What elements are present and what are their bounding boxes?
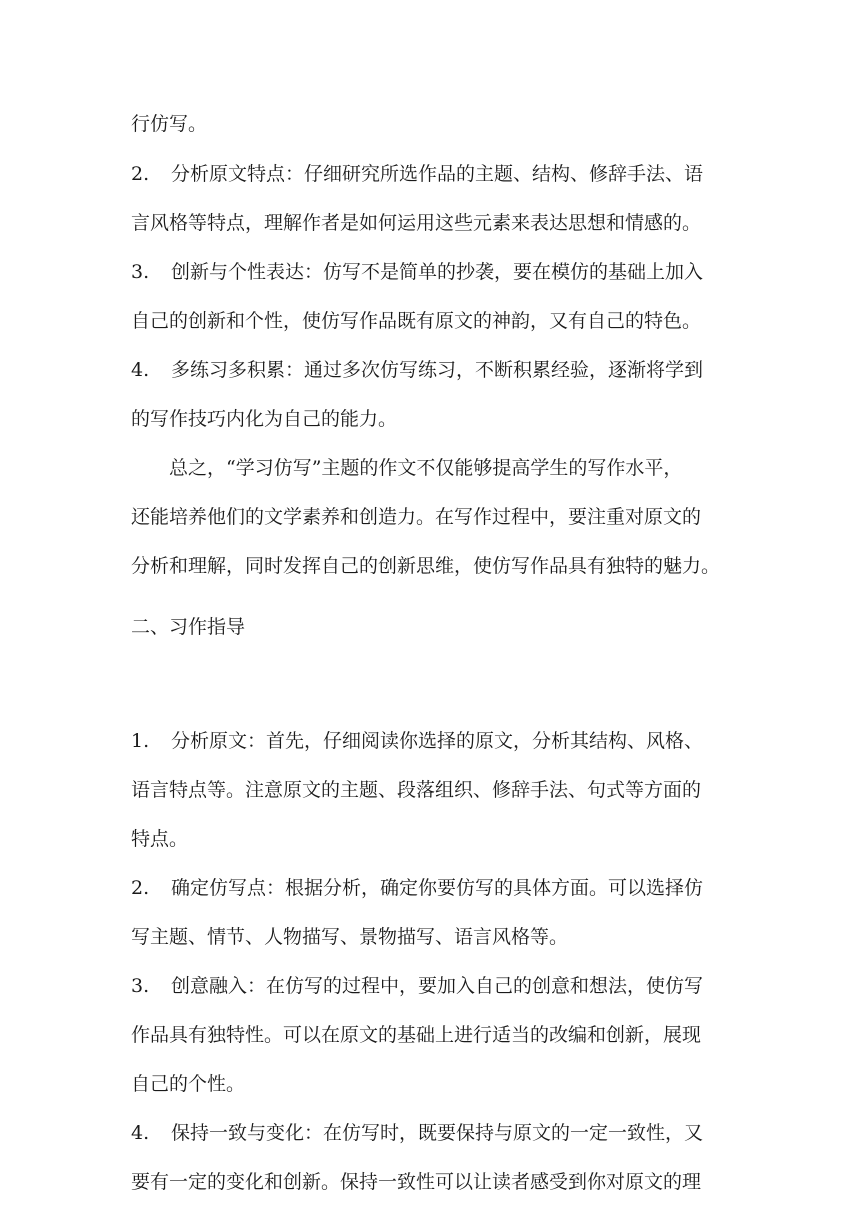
tip-text-cont: 的写作技巧内化为自己的能力。 (131, 408, 398, 430)
guide-text-cont: 特点。 (131, 828, 189, 850)
tips-list (131, 162, 742, 431)
section-heading: 二、习作指导 (131, 616, 246, 638)
guide-text-cont: 要有一定的变化和创新。保持一致性可以让读者感受到你对原文的理 (131, 1171, 702, 1193)
intro-tail-line: 行仿写。 (131, 113, 208, 135)
tip-item-2 (131, 162, 742, 235)
tip-text: 多练习多积累：通过多次仿写练习，不断积累经验，逐渐将学到 (171, 359, 704, 381)
guide-number: 4. (131, 1122, 150, 1144)
guide-text-cont: 语言特点等。注意原文的主题、段落组织、修辞手法、句式等方面的 (131, 779, 702, 801)
guide-number: 3. (131, 975, 150, 997)
guide-text-cont: 写主题、情节、人物描写、景物描写、语言风格等。 (131, 926, 569, 948)
tip-number: 4. (131, 359, 150, 381)
guide-text-cont: 自己的个性。 (131, 1073, 246, 1095)
tip-item-4 (131, 358, 742, 431)
tip-number: 2. (131, 163, 150, 185)
guide-item-1 (131, 729, 742, 851)
summary-line: 总之，“学习仿写”主题的作文不仅能够提高学生的写作水平， (169, 457, 683, 479)
guide-text: 分析原文：首先，仔细阅读你选择的原文，分析其结构、风格、 (171, 730, 704, 752)
guide-number: 2. (131, 877, 150, 899)
guide-text-cont: 作品具有独特性。可以在原文的基础上进行适当的改编和创新，展现 (131, 1024, 702, 1046)
tip-text: 分析原文特点：仔细研究所选作品的主题、结构、修辞手法、语 (171, 163, 704, 185)
summary-line: 分析和理解，同时发挥自己的创新思维，使仿写作品具有独特的魅力。 (131, 555, 721, 577)
guide-number: 1. (131, 730, 150, 752)
tip-text-cont: 言风格等特点，理解作者是如何运用这些元素来表达思想和情感的。 (131, 212, 702, 234)
guide-item-4 (131, 1121, 742, 1194)
summary-line: 还能培养他们的文学素养和创造力。在写作过程中，要注重对原文的 (131, 506, 702, 528)
tip-number: 3. (131, 261, 150, 283)
guide-text: 确定仿写点：根据分析，确定你要仿写的具体方面。可以选择仿 (171, 877, 704, 899)
guide-text: 创意融入：在仿写的过程中，要加入自己的创意和想法，使仿写 (171, 975, 704, 997)
guide-text: 保持一致与变化：在仿写时，既要保持与原文的一定一致性，又 (171, 1122, 704, 1144)
summary-paragraph (131, 456, 742, 578)
guide-item-3 (131, 974, 742, 1096)
tip-text: 创新与个性表达：仿写不是简单的抄袭，要在模仿的基础上加入 (171, 261, 704, 283)
guide-item-2 (131, 876, 742, 949)
tip-text-cont: 自己的创新和个性，使仿写作品既有原文的神韵，又有自己的特色。 (131, 310, 702, 332)
tip-item-3 (131, 260, 742, 333)
guide-list (131, 729, 742, 1194)
